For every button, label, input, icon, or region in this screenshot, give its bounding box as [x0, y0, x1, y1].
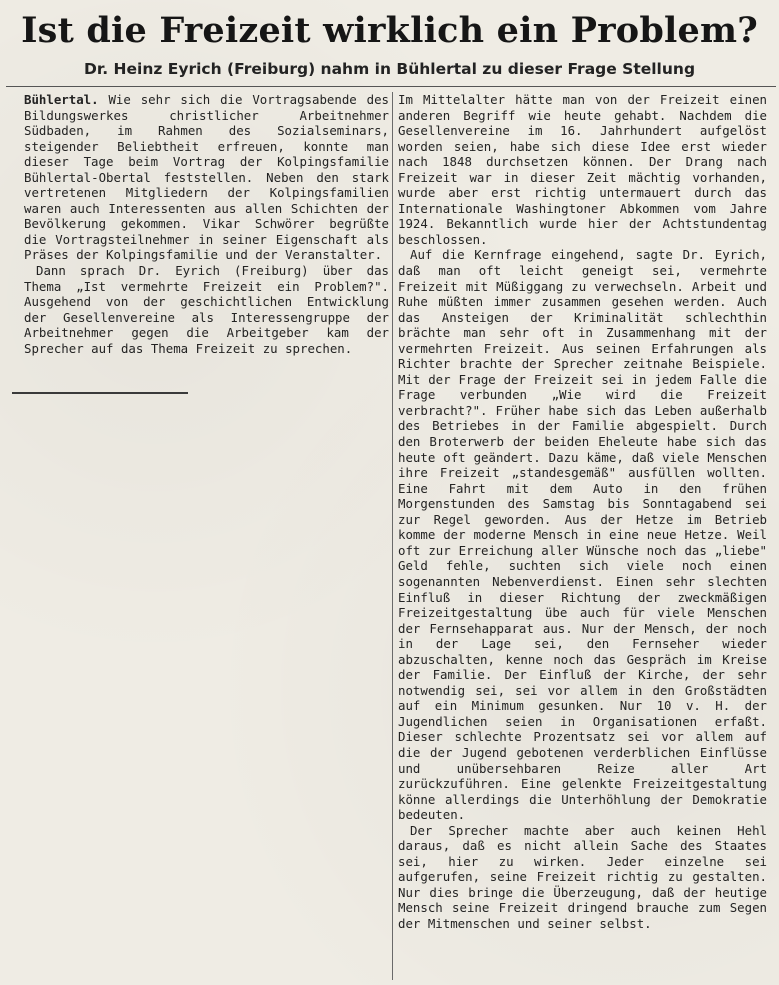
paragraph-3: Im Mittelalter hätte man von der Freizeit einen anderen Begriff wie heute gehabt. Nachdem die Gesellenvereine im 16. Jahrhundert aufgelöst worden seien, habe sich diese Idee erst wieder nach 1848 durchsetzen können. Der Drang nach Freizeit war in dieser Zeit mächtig vorhanden, wurde aber erst richtig untermauert durch das Internationale Washingtoner Abkommen vom Jahre 1924. Bekanntlich wurde hier der Achtstundentag beschlossen. — [398, 92, 767, 247]
right-column — [398, 92, 767, 932]
article-headline: Ist die Freizeit wirklich ein Problem? — [21, 10, 758, 51]
dateline: Bühlertal. — [24, 92, 99, 107]
article-subheadline: Dr. Heinz Eyrich (Freiburg) nahm in Bühlertal zu dieser Frage Stellung — [83, 60, 696, 78]
left-column-end-rule — [12, 392, 188, 394]
left-column — [24, 92, 389, 356]
paragraph-5: Der Sprecher machte aber auch keinen Hehl daraus, daß es nicht allein Sache des Staates sei, hier zu wirken. Jeder einzelne sei aufgerufen, seine Freizeit richtig zu gestalten. Nur dies bringe die Überzeugung, daß der heutige Mensch seine Freizeit dringend brauche zum Segen der Mitmenschen und seiner selbst. — [398, 822, 767, 931]
column-divider — [392, 92, 393, 980]
paragraph-2: Dann sprach Dr. Eyrich (Freiburg) über das Thema „Ist vermehrte Freizeit ein Problem?". Ausgehend von der geschichtlichen Entwicklung der Gesellenvereine als Interessengruppe der Arbeitnehmer gegen die Arbeitgeber kam der Sprecher auf das Thema Freizeit zu sprechen. — [24, 263, 389, 356]
paragraph-4: Auf die Kernfrage eingehend, sagte Dr. Eyrich, daß man oft leicht geneigt sei, vermehrte Freizeit mit Müßiggang zu verwechseln. Arbeit und Ruhe müßten immer zusammen gesehen werden. Auch das Ansteigen der Kriminalität schlechthin brächte man sehr oft in Zusammenhang mit der vermehrten Freizeit. Aus seinen Erfahrungen als Richter brachte der Sprecher zeitnahe Beispiele. Mit der Frage der Freizeit sei in jedem Falle die Frage verbunden „Wie wird die Freizeit verbracht?". Früher habe sich das Leben außerhalb des Betriebes in der Familie abgespielt. Durch den Broterwerb der beiden Eheleute habe sich das heute oft geändert. Dazu käme, daß viele Menschen ihre Freizeit „standesgemäß" ausfüllen wollten. Eine Fahrt mit dem Auto in den frühen Morgenstunden des Samstag bis Sonntagabend sei zur Regel geworden. Aus der Hetze im Betrieb komme der moderne Mensch in eine neue Hetze. Weil oft zur Erreichung aller Wünsche noch das „liebe" Geld fehle, suchten sich viele noch einen sogenannten Nebenverdienst. Einen sehr slechten Einfluß in dieser Richtung der zweckmäßigen Freizeitgestaltung übe auch für viele Menschen der Fernsehapparat aus. Nur der Mensch, der noch in der Lage sei, den Fernseher wieder abzuschalten, kenne noch das Gespräch im Kreise der Familie. Der Einfluß der Kirche, der sehr notwendig sei, sei vor allem in den Großstädten auf ein Minimum gesunken. Nur 10 v. H. der Jugendlichen seien in Organisationen erfaßt. Dieser schlechte Prozentsatz sei vor allem auf die der Jugend gebotenen verderblichen Einflüsse und unübersehbaren Reize aller Art zurückzuführen. Eine gelenkte Freizeitgestaltung könne allerdings die Unterhöhlung der Demokratie bedeuten. — [398, 247, 767, 823]
paragraph-1 — [24, 92, 389, 263]
header-rule — [6, 86, 776, 87]
paragraph-1-text: Wie sehr sich die Vortragsabende des Bildungswerkes christlicher Arbeitnehmer Südbaden, im Rahmen des Sozialseminars, steigender Beliebtheit erfreuen, konnte man dieser Tage beim Vortrag der Kolpingsfamilie Bühlertal-Obertal feststellen. Neben den stark vertretenen Mitgliedern der Kolpingsfamilien waren auch Interessenten aus allen Schichten der Bevölkerung gekommen. Vikar Schwörer begrüßte die Vortragsteilnehmer in seiner Eigenschaft als Präses der Kolpingsfamilie und der Veranstalter. — [24, 92, 389, 263]
